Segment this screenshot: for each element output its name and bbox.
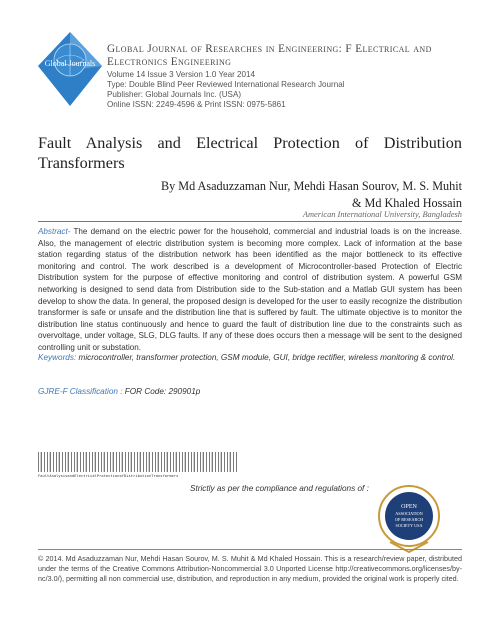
barcode-bar (152, 452, 153, 472)
barcode-bar (149, 452, 150, 472)
seal-line-2: ASSOCIATION (395, 511, 423, 516)
barcode-bar (104, 452, 105, 472)
barcode-bar (221, 452, 222, 472)
barcode-bar (161, 452, 162, 472)
barcode-bar (56, 452, 57, 472)
publisher-info: Publisher: Global Journals Inc. (USA) (107, 90, 242, 99)
abstract-text: The demand on the electric power for the household, commercial and industrial loads is on the increase. Also, the management of electric distribution system is becoming more complex. Lack of information at the base station regarding status of the distribution network has been identified as the major bottleneck to its effective monitoring and control. The work described is a development of Microcontroller-based Protection of Electric Distribution system for the purpose of effective monitoring and control of distribution system. A powerful GSM networking is designed to send data from Distribution side to the Sub-station and a Matlab GUI system has been develop to show the data. In general, the proposed design is developed for the user to easily recognize the distribution transformer is safe or unsafe and the distribution line that is suffered by fault. The ultimate objective is to monitor the distribution line status continuously and hence to guard the fault of distribution line due to the constraints such as overvoltage, under voltage, SLG, DLG faults. If any of these does occurs then a message will be sent to the designed controlling unit or substation. (38, 227, 462, 352)
barcode-bar (53, 452, 54, 472)
seal-line-1: OPEN (401, 504, 417, 510)
authors (120, 178, 462, 212)
barcode-bar (101, 452, 102, 472)
barcode-bar (185, 452, 186, 472)
journal-title: Global Journal of Researches in Engineering: F Electrical and Electronics Engineering (107, 43, 432, 68)
barcode-bar (215, 452, 216, 472)
barcode-bar (113, 452, 114, 472)
abstract (38, 226, 462, 354)
barcode-bar (80, 452, 81, 472)
classification-text: FOR Code: 290901p (122, 387, 201, 396)
affiliation: American International University, Bangladesh (302, 210, 462, 219)
journal-type: Type: Double Blind Peer Reviewed International Research Journal (107, 80, 345, 89)
authors-line-1: By Md Asaduzzaman Nur, Mehdi Hasan Sourov, M. S. Muhit (160, 179, 462, 193)
barcode-bar (158, 452, 159, 472)
barcode-bar (188, 452, 189, 472)
barcode (38, 452, 238, 472)
barcode-bar (68, 452, 69, 472)
barcode-bar (77, 452, 78, 472)
barcode-bar (137, 452, 138, 472)
barcode-bar (212, 452, 213, 472)
abstract-label: Abstract- (38, 227, 71, 236)
barcode-bar (206, 452, 207, 472)
barcode-bar (233, 452, 234, 472)
barcode-bar (146, 452, 147, 472)
barcode-bar (71, 452, 72, 472)
barcode-bar (98, 452, 99, 472)
barcode-bar (122, 452, 123, 472)
barcode-bar (41, 452, 42, 472)
barcode-bar (95, 452, 96, 472)
barcode-bar (182, 452, 183, 472)
barcode-bar (173, 452, 174, 472)
barcode-bar (227, 452, 228, 472)
keywords (38, 352, 462, 364)
barcode-bar (125, 452, 126, 472)
barcode-bar (107, 452, 108, 472)
barcode-bar (116, 452, 117, 472)
barcode-bar (176, 452, 177, 472)
barcode-bar (47, 452, 48, 472)
barcode-bar (110, 452, 111, 472)
barcode-bar (44, 452, 45, 472)
barcode-bar (65, 452, 66, 472)
barcode-bar (230, 452, 231, 472)
paper-title: Fault Analysis and Electrical Protection of Distribution Transformers (38, 134, 462, 172)
global-journals-logo (36, 30, 104, 108)
compliance-note: Strictly as per the compliance and regulations of : (190, 484, 369, 493)
barcode-bar (179, 452, 180, 472)
barcode-bar (128, 452, 129, 472)
seal-line-3: OF RESEARCH (394, 517, 424, 522)
authors-line-2: & Md Khaled Hossain (351, 196, 462, 210)
barcode-bar (236, 452, 237, 472)
barcode-bar (167, 452, 168, 472)
seal-line-4: SOCIETY USA (395, 523, 423, 528)
barcode-bar (83, 452, 84, 472)
copyright-notice: © 2014. Md Asaduzzaman Nur, Mehdi Hasan Sourov, M. S. Muhit & Md Khaled Hossain. This is a research/review paper, distributed under the terms of the Creative Commons Attribution-Noncommercial 3.0 Unported License http://creativecommons.org/licenses/by-nc/3.0/), permitting all non commercial use, distribution, and reproduction in any medium, provided the original work is properly cited. (38, 554, 462, 583)
keywords-text: microcontroller, transformer protection, GSM module, GUI, bridge rectifier, wireless monitoring & control. (76, 353, 456, 362)
barcode-bar (59, 452, 60, 472)
barcode-bar (74, 452, 75, 472)
barcode-bar (218, 452, 219, 472)
barcode-bar (140, 452, 141, 472)
barcode-bar (194, 452, 195, 472)
barcode-bar (191, 452, 192, 472)
barcode-bar (203, 452, 204, 472)
barcode-bar (200, 452, 201, 472)
barcode-bar (164, 452, 165, 472)
barcode-bar (131, 452, 132, 472)
barcode-bar (143, 452, 144, 472)
barcode-bar (89, 452, 90, 472)
barcode-bar (155, 452, 156, 472)
barcode-bar (50, 452, 51, 472)
open-association-seal (376, 482, 442, 558)
volume-info: Volume 14 Issue 3 Version 1.0 Year 2014 (107, 70, 256, 79)
barcode-bar (92, 452, 93, 472)
barcode-text: FaultAnalysisandElectricalProtectionofDistributionTransformers (38, 474, 179, 478)
barcode-bar (209, 452, 210, 472)
classification-label: GJRE-F Classification : (38, 387, 123, 396)
barcode-bar (38, 452, 39, 472)
issn-info: Online ISSN: 2249-4596 & Print ISSN: 0975-5861 (107, 100, 286, 109)
divider (38, 221, 462, 222)
barcode-bar (197, 452, 198, 472)
classification (38, 387, 462, 396)
barcode-bar (224, 452, 225, 472)
barcode-bar (170, 452, 171, 472)
barcode-bar (86, 452, 87, 472)
barcode-bar (62, 452, 63, 472)
keywords-label: Keywords: (38, 353, 77, 362)
barcode-bar (119, 452, 120, 472)
logo-text: Global Journals (44, 59, 96, 68)
barcode-bar (134, 452, 135, 472)
footer-divider (38, 549, 462, 550)
